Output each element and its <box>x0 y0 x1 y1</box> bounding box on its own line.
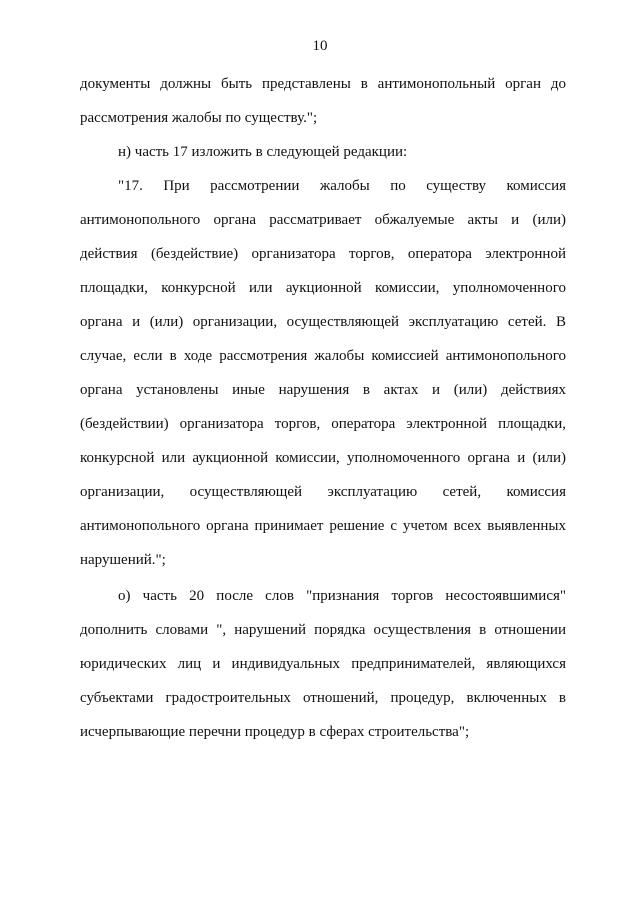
text-line: н) часть 17 изложить в следующей редакции: <box>118 144 408 160</box>
text-line: действия (бездействие) организатора торгов, оператора электронной <box>80 246 566 262</box>
text-line: рассмотрения жалобы по существу."; <box>80 110 318 126</box>
text-line: организации, осуществляющей эксплуатацию сетей, комиссия <box>80 484 566 500</box>
text-line: о) часть 20 после слов "признания торгов несостоявшимися" <box>118 588 566 604</box>
text-line: конкурсной или аукционной комиссии, уполномоченного органа и (или) <box>80 450 566 466</box>
text-line: "17. При рассмотрении жалобы по существу комиссия <box>118 178 566 194</box>
text-line: субъектами градостроительных отношений, процедур, включенных в <box>80 690 566 706</box>
text-line: исчерпывающие перечни процедур в сферах строительства"; <box>80 724 470 740</box>
text-line: нарушений."; <box>80 552 166 568</box>
text-line: органа установлены иные нарушения в актах и (или) действиях <box>80 382 566 398</box>
text-line: случае, если в ходе рассмотрения жалобы комиссией антимонопольного <box>80 348 566 364</box>
text-line: дополнить словами ", нарушений порядка осуществления в отношении <box>80 622 566 638</box>
text-line: площадки, конкурсной или аукционной комиссии, уполномоченного <box>80 280 566 296</box>
text-line: юридических лиц и индивидуальных предпринимателей, являющихся <box>80 656 566 672</box>
page-number: 10 <box>312 38 328 54</box>
text-line: документы должны быть представлены в антимонопольный орган до <box>80 76 566 92</box>
text-line: антимонопольного органа принимает решение с учетом всех выявленных <box>80 518 566 534</box>
text-line: (бездействии) организатора торгов, оператора электронной площадки, <box>80 416 566 432</box>
text-line: антимонопольного органа рассматривает обжалуемые акты и (или) <box>80 212 566 228</box>
text-line: органа и (или) организации, осуществляющей эксплуатацию сетей. В <box>80 314 566 330</box>
